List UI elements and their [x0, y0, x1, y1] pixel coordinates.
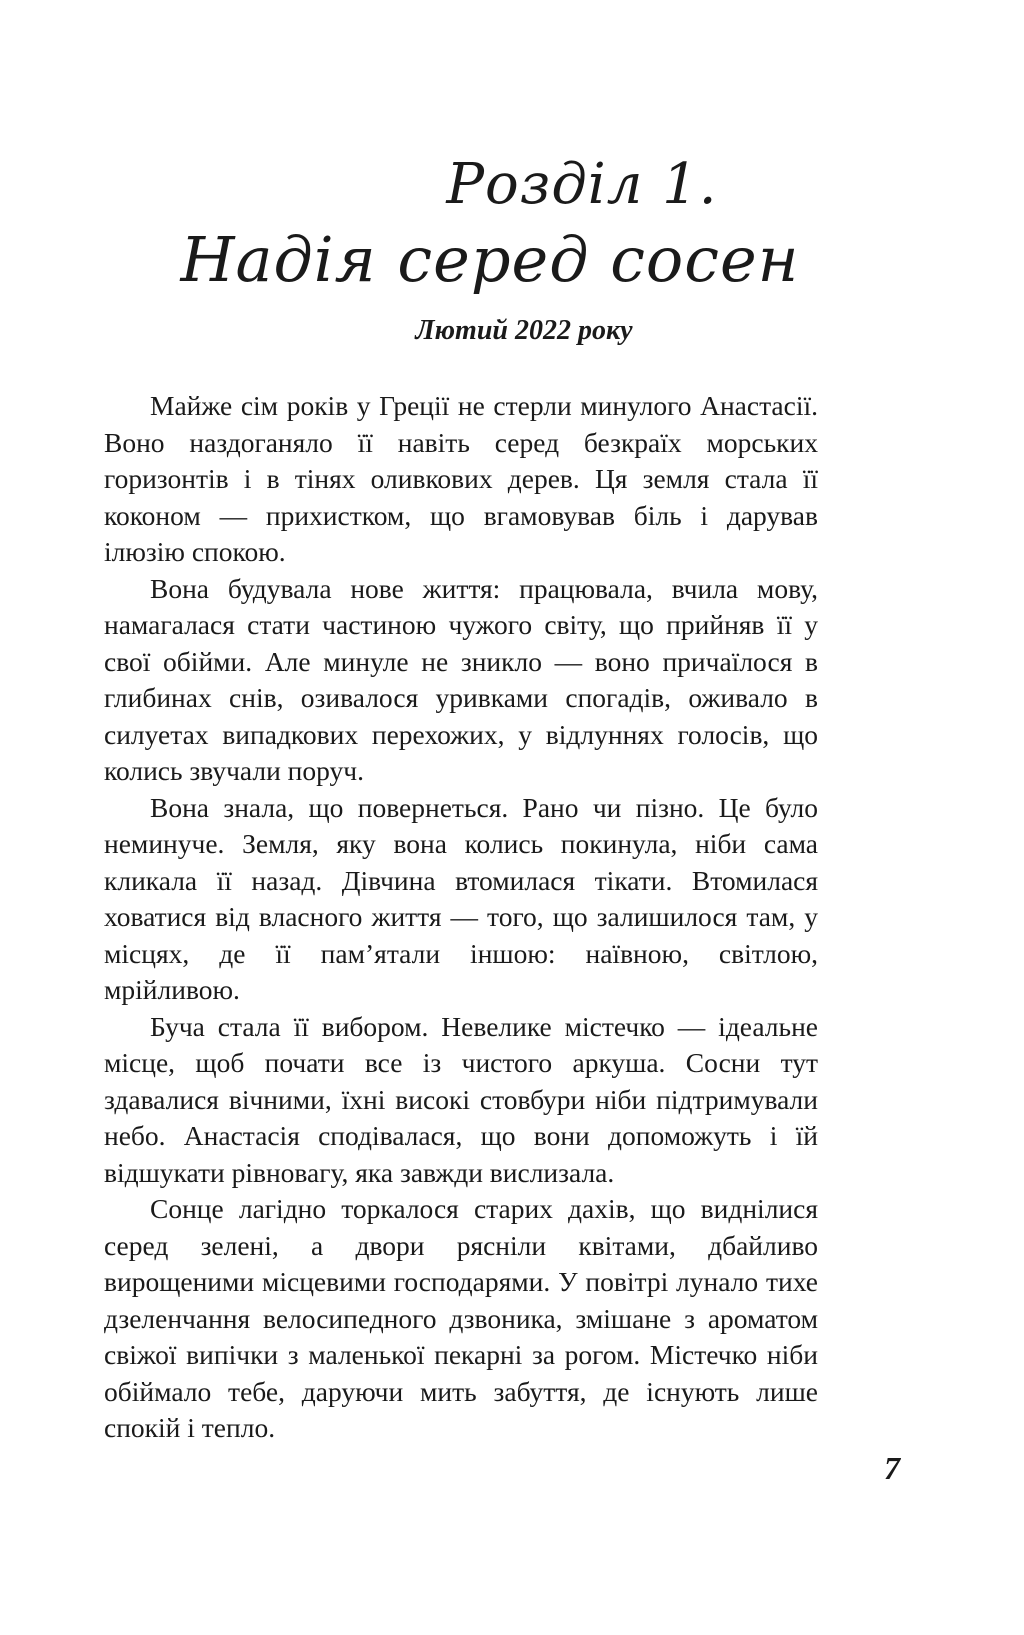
chapter-title: Надія серед сосен [180, 223, 800, 296]
paragraph: Сонце лагідно торкалося старих дахів, що виднілися серед зелені, а двори рясніли квітами, дбайливо вирощеними місцевими господарями. У повітрі лунало тихе дзеленчання велосипедного дзвоника, змішане з ароматом свіжої випічки з маленької пекарні за рогом. Містечко ніби обіймало тебе, даруючи мить забуття, де існують лише спокій і тепло. [104, 1193, 818, 1443]
chapter-body [104, 388, 818, 1447]
paragraph: Вона будувала нове життя: працювала, вчила мову, намагалася стати частиною чужого світу, що прийняв її у свої обійми. Але минуле не зникло — воно причаїлося в глибинах снів, озивалося уривками спогадів, оживало в силуетах випадкових перехожих, у відлуннях голосів, що колись звучали поруч. [104, 572, 818, 786]
paragraph: Вона знала, що повернеться. Рано чи пізно. Це було неминуче. Земля, яку вона колись покинула, ніби сама кликала її назад. Дівчина втомилася тікати. Втомилася ховатися від власного життя — того, що залишилося там, у місцях, де її пам’ятали іншою: наївною, світлою, мрійливою. [104, 791, 818, 1005]
chapter-date: Лютий 2022 року [415, 315, 633, 346]
paragraph: Майже сім років у Греції не стерли минулого Анастасії. Воно наздоганяло її навіть серед безкраїх морських горизонтів і в тінях оливкових дерев. Ця земля стала її коконом — прихистком, що вгамовував біль і дарував ілюзію спокою. [104, 390, 818, 567]
page-number: 7 [884, 1450, 900, 1486]
chapter-number: Розділ 1. [446, 152, 718, 217]
paragraph: Буча стала її вибором. Невелике містечко — ідеальне місце, щоб почати все із чистого аркуша. Сосни тут здавалися вічними, їхні високі стовбури ніби підтримували небо. Анастасія сподівалася, що вони допоможуть і їй відшукати рівновагу, яка завжди вислизала. [104, 1010, 818, 1188]
